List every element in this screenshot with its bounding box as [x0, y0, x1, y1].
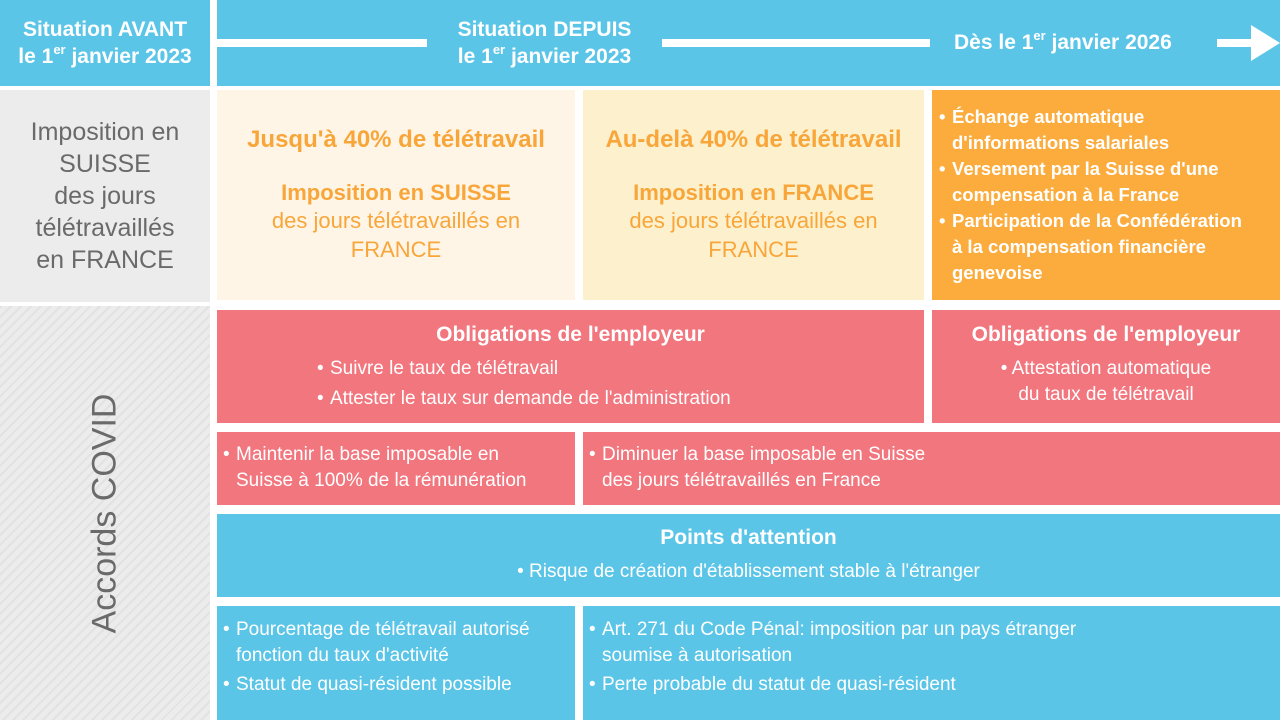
avant-line1: Situation AVANT: [22, 18, 188, 41]
upto-40-line1: des jours télétravaillés en: [271, 208, 521, 233]
beyond-40-line1: des jours télétravaillés en: [629, 208, 878, 233]
list-item: • Suivre le taux de télétravail: [314, 356, 731, 382]
maintain-tax-base-box: [217, 432, 575, 505]
timeline-arrow-icon: [1217, 25, 1280, 61]
depuis-line2: le 1er janvier 2023: [457, 42, 632, 68]
beyond-40-line2: FRANCE: [708, 237, 799, 262]
left-imposition-cell: [0, 90, 210, 302]
imposition-line: des jours: [54, 182, 156, 210]
attention-title: Points d'attention: [660, 526, 837, 549]
bottom-left-box: [217, 606, 575, 720]
attention-bullet: • Risque de création d'établissement stable à l'étranger: [517, 561, 980, 582]
measure-item: • Participation de la Confédération à la compensation financière genevoise: [936, 208, 1272, 286]
beyond-40-percent-box: [583, 90, 924, 300]
upto-40-percent-box: [217, 90, 575, 300]
header-situation-depuis: [432, 16, 657, 70]
list-item: • Maintenir la base imposable en Suisse à 100% de la rémunération: [220, 442, 575, 494]
upto-40-line2: FRANCE: [350, 237, 442, 262]
imposition-line: en FRANCE: [36, 246, 174, 274]
covid-label: Accords COVID: [85, 393, 124, 633]
attestation-line2: du taux de télétravail: [1018, 384, 1194, 405]
bottom-right-box: [583, 606, 1280, 720]
imposition-line: Imposition en: [30, 118, 180, 146]
list-item: • Pourcentage de télétravail autorisé fonction du taux d'activité: [220, 617, 575, 669]
list-item: • Diminuer la base imposable en Suisse des jours télétravaillés en France: [586, 442, 1280, 494]
beyond-40-title: Au-delà 40% de télétravail: [605, 126, 902, 153]
header-situation-avant: [0, 0, 210, 86]
header-timeline: [217, 0, 1280, 86]
attestation-line1: • Attestation automatique: [1000, 358, 1212, 379]
attention-points-box: [217, 514, 1280, 597]
employer-obligations-2026-box: [932, 310, 1280, 423]
upto-40-imposition: Imposition en SUISSE: [281, 180, 511, 205]
upto-40-title: Jusqu'à 40% de télétravail: [247, 126, 545, 153]
box-2026-measures: [932, 90, 1280, 300]
list-item: • Statut de quasi-résident possible: [220, 672, 575, 698]
depuis-line1: Situation DEPUIS: [457, 18, 632, 41]
list-item: • Attester le taux sur demande de l'administration: [314, 386, 731, 412]
left-covid-cell: [0, 306, 210, 720]
timeline-line-2: [662, 39, 930, 47]
avant-line2: le 1er janvier 2023: [18, 42, 192, 68]
list-item: • Perte probable du statut de quasi-résident: [586, 672, 1280, 698]
employer-obligations-title: Obligations de l'employeur: [436, 323, 705, 346]
measure-item: • Versement par la Suisse d'une compensation à la France: [936, 156, 1272, 208]
employer-obligations-2026-title: Obligations de l'employeur: [971, 323, 1241, 346]
timeline-line-1: [217, 39, 427, 47]
imposition-line: SUISSE: [59, 150, 151, 178]
measure-item: • Échange automatique d'informations salariales: [936, 104, 1272, 156]
imposition-line: télétravaillés: [35, 214, 175, 242]
reduce-tax-base-box: [583, 432, 1280, 505]
employer-obligations-list: [314, 356, 731, 412]
employer-obligations-box: [217, 310, 924, 423]
header-des-2026: Dès le 1er janvier 2026: [954, 28, 1172, 54]
list-item: • Art. 271 du Code Pénal: imposition par un pays étranger soumise à autorisation: [586, 617, 1280, 669]
beyond-40-imposition: Imposition en FRANCE: [633, 180, 874, 205]
